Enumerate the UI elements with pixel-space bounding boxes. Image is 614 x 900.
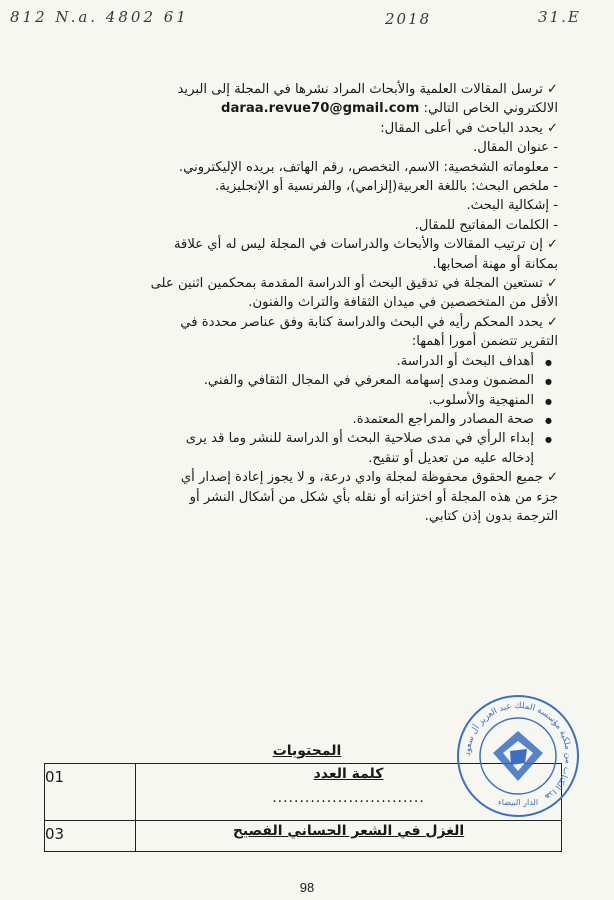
handwritten-year: 2018	[385, 10, 432, 28]
guideline-text: جميع الحقوق محفوظة لمجلة وادي درعة، و لا يجوز إعادة إصدار أي	[180, 470, 543, 486]
required-field-item	[48, 158, 558, 177]
submission-guidelines	[48, 80, 558, 526]
guideline-item	[48, 274, 558, 293]
guideline-text: الكلمات المفاتيح للمقال.	[414, 217, 550, 233]
guideline-text: إن ترتيب المقالات والأبحاث والدراسات في المجلة ليس له أي علاقة	[173, 237, 543, 253]
library-ownership-stamp	[455, 693, 581, 819]
review-criterion-item	[48, 352, 558, 371]
toc-leader-dots: ............................	[272, 790, 425, 806]
guideline-item	[48, 119, 558, 138]
review-criterion-item	[48, 371, 558, 390]
guideline-text: الأقل من المتخصصين في ميدان الثقافة والتراث والفنون.	[248, 295, 558, 311]
guideline-item	[48, 80, 558, 99]
guideline-continuation	[48, 99, 558, 118]
guideline-text: صحة المصادر والمراجع المعتمدة.	[352, 411, 534, 427]
toc-row	[45, 821, 561, 851]
required-field-item	[48, 138, 558, 157]
required-field-item	[48, 216, 558, 235]
guideline-continuation	[48, 255, 558, 274]
toc-page-number: 03	[45, 821, 136, 851]
guideline-text: ترسل المقالات العلمية والأبحاث المراد نشرها في المجلة إلى البريد	[177, 82, 543, 97]
guideline-item	[48, 235, 558, 254]
guideline-text: يحدد المحكم رأيه في البحث والدراسة كتابة وفق عناصر محددة في	[180, 314, 543, 330]
guideline-text: إبداء الرأي في مدى صلاحية البحث أو الدراسة للنشر وما قد يرى	[185, 431, 534, 447]
guideline-text: يحدد الباحث في أعلى المقال:	[380, 120, 543, 136]
toc-page-number: 01	[45, 764, 136, 820]
guideline-continuation	[48, 488, 558, 507]
toc-entry-title: الغزل في الشعر الحساني الفصيح	[232, 823, 465, 839]
guideline-text: أهداف البحث أو الدراسة.	[396, 353, 534, 369]
toc-heading: المحتويات	[272, 743, 342, 759]
guideline-text: إشكالية البحث.	[466, 198, 550, 214]
review-criterion-item	[48, 429, 558, 448]
guideline-item	[48, 313, 558, 332]
guideline-text: الالكتروني الخاص التالي:	[423, 101, 558, 117]
review-criterion-continuation	[48, 449, 558, 468]
submission-email[interactable]: daraa.revue70@gmail.com	[221, 101, 420, 117]
guideline-text: جزء من هذه المجلة أو اختزانه أو نقله بأي شكل من أشكال النشر أو	[189, 489, 558, 505]
guideline-text: ملخص البحث: باللغة العربية(إلزامي)، والفرنسية أو الإنجليزية.	[215, 179, 550, 195]
stamp-ring-text: هذا الكتاب من ملكية مؤسسة الملك عبد العزيز آل سعود	[462, 700, 574, 802]
guideline-text: التقرير تتضمن أمورا أهمها:	[411, 334, 558, 350]
guideline-continuation	[48, 332, 558, 351]
review-criterion-item	[48, 410, 558, 429]
stamp-city-text: الدار البيضاء	[497, 798, 539, 807]
guideline-item	[48, 468, 558, 487]
guideline-continuation	[48, 293, 558, 312]
toc-entry	[136, 821, 561, 851]
guideline-text: معلوماته الشخصية: الاسم، التخصص، رقم الهاتف، بريده الإليكتروني.	[178, 159, 550, 175]
guideline-text: بمكانة أو مهنة أصحابها.	[432, 256, 558, 272]
stamp-emblem	[493, 731, 543, 781]
review-criterion-item	[48, 391, 558, 410]
required-field-item	[48, 196, 558, 215]
toc-entry-title: كلمة العدد	[313, 766, 384, 782]
guideline-text: المنهجية والأسلوب.	[428, 392, 534, 408]
guideline-continuation	[48, 507, 558, 526]
handwritten-shelf-mark: 31.E	[538, 8, 581, 26]
guideline-text: إدخاله عليه من تعديل أو تنقيح.	[368, 450, 534, 466]
guideline-text: المضمون ومدى إسهامه المعرفي في المجال الثقافي والفني.	[203, 373, 534, 389]
page-number: 98	[299, 880, 315, 895]
guideline-text: تستعين المجلة في تدقيق البحث أو الدراسة المقدمة بمحكمين اثنين على	[150, 276, 543, 292]
guideline-text: عنوان المقال.	[473, 140, 550, 156]
handwritten-catalog-number: 812 N.a. 4802 61	[10, 8, 189, 26]
required-field-item	[48, 177, 558, 196]
guideline-text: الترجمة بدون إذن كتابي.	[424, 508, 558, 524]
